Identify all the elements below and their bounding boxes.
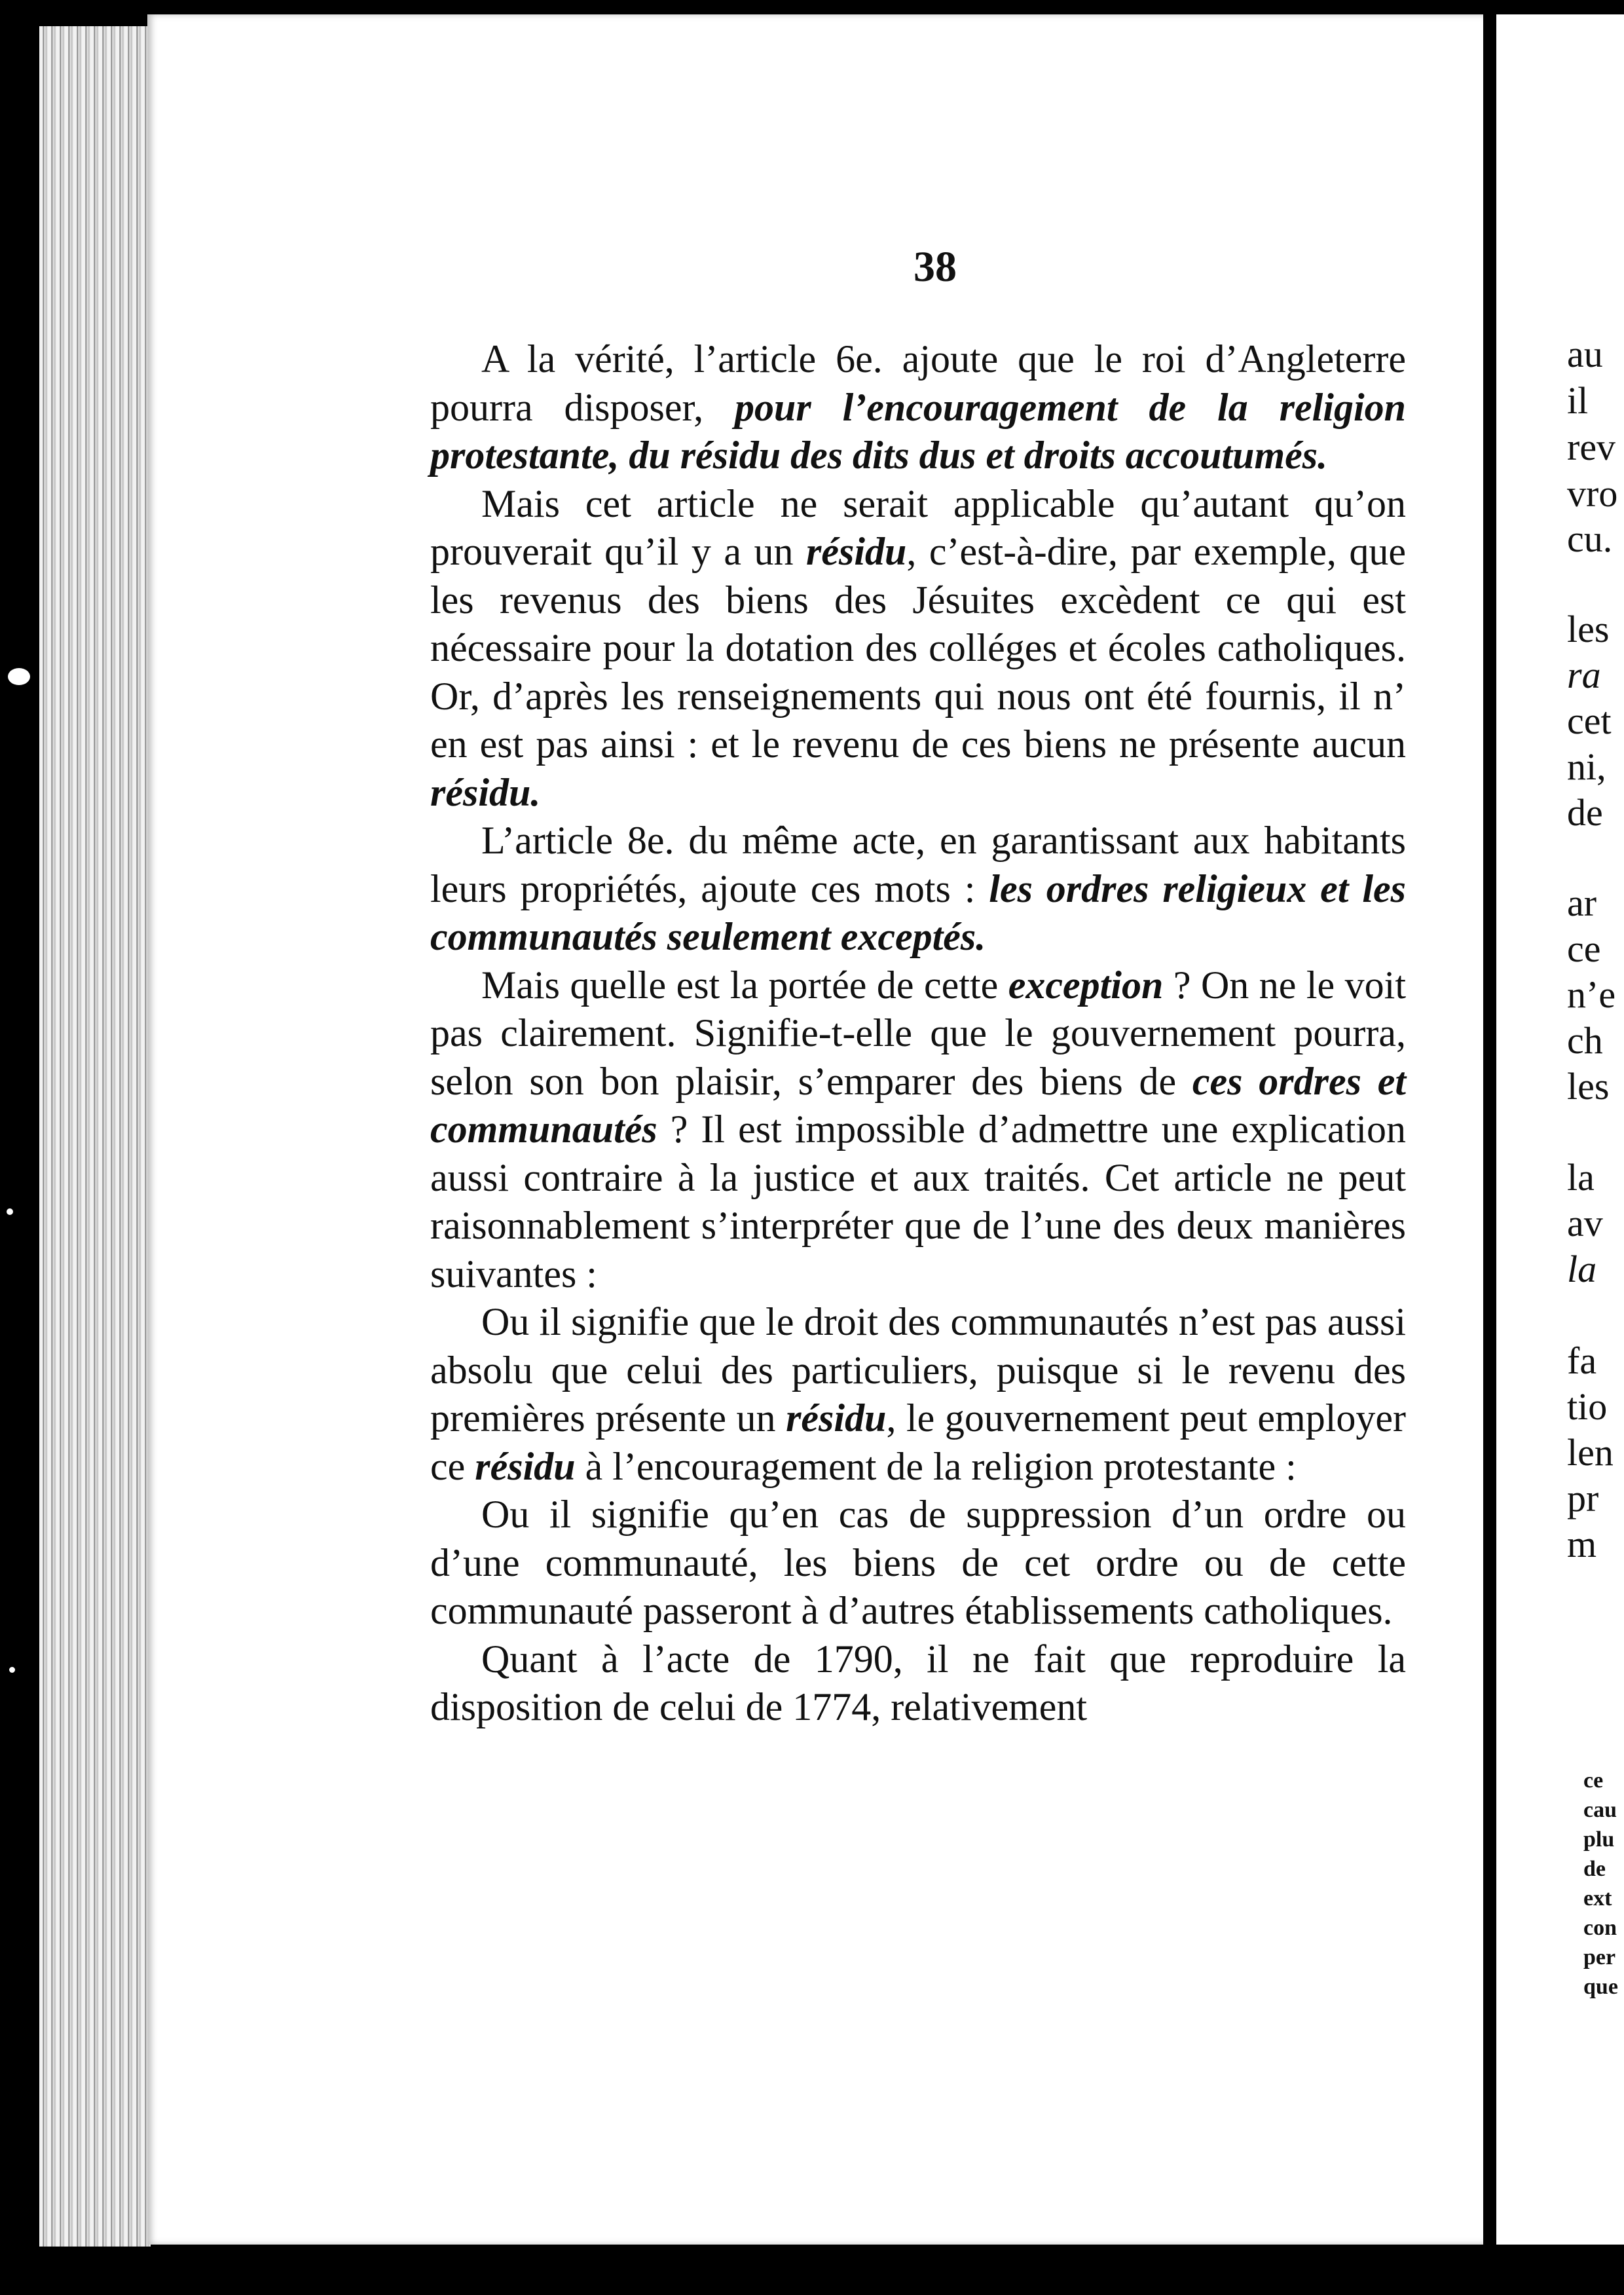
next-page-fragment: tio [1567, 1385, 1608, 1428]
next-page-fragment: pr [1567, 1477, 1599, 1520]
italic-text: exception [1008, 963, 1164, 1007]
text-run: Quant à l’acte de 1790, il ne fait que reproduire la disposition de celui de 1774, relativement [430, 1637, 1406, 1728]
next-page-fragment: ni, [1567, 745, 1606, 788]
next-page-fragment: la [1567, 1248, 1597, 1290]
text-run: , c’est-à-dire, par exemple, que les revenus des biens des Jésuites excèdent ce qui est nécessaire pour la dotation des colléges et écoles catholiques. Or, d’après les renseignements qui nous ont été fournis, il n’ en est pas ainsi : et le revenu de ces biens ne présente aucun [430, 530, 1406, 766]
text-run: A la vérité, l’article 6e. ajoute que le roi d’Angleterre pourra disposer, [430, 337, 1406, 429]
italic-text: résidu [806, 530, 907, 573]
next-page-fragment: de [1567, 791, 1603, 834]
text-run: ? On ne le voit pas clairement. Signifie-t-elle que le gouvernement pourra, selon son bon plaisir, s’emparer des biens de [430, 963, 1407, 1103]
next-page-fragment: len [1567, 1431, 1614, 1474]
next-page-fragment: ra [1567, 654, 1601, 696]
next-page-footnote-fragment: ce [1583, 1768, 1604, 1793]
paragraph [430, 1491, 1406, 1635]
body-text [430, 335, 1406, 1732]
next-page-fragment: les [1567, 1065, 1610, 1108]
next-page-footnote-fragment: plu [1583, 1827, 1615, 1852]
italic-text: résidu [475, 1444, 576, 1488]
page-edges [39, 26, 151, 2247]
italic-text: les ordres religieux et les communautés seulement exceptés. [430, 867, 1406, 958]
text-run: Mais cet article ne serait applicable qu’autant qu’on prouverait qu’il y a un [430, 481, 1406, 573]
next-page-footnote-fragment: ext [1583, 1886, 1612, 1911]
next-page-footnote-fragment: de [1583, 1857, 1606, 1881]
next-page-fragment: ch [1567, 1019, 1603, 1062]
page-number: 38 [913, 243, 957, 291]
text-run: Ou il signifie que le droit des communautés n’est pas aussi absolu que celui des particuliers, puisque si le revenu des premières présente un [430, 1300, 1406, 1440]
speck-2 [7, 1208, 13, 1215]
next-page-fragment: la [1567, 1156, 1595, 1199]
speck-1 [8, 668, 30, 685]
next-page-footnote-fragment: con [1583, 1916, 1617, 1940]
text-run: ? Il est impossible d’admettre une explication aussi contraire à la justice et aux traités. Cet article ne peut raisonnablement s’interpréter que de l’une des deux manières suivantes : [430, 1108, 1406, 1296]
next-page-fragment: au [1567, 333, 1603, 375]
italic-text: résidu. [430, 770, 541, 814]
text-run: Mais quelle est la portée de cette [481, 963, 1008, 1007]
italic-text: résidu [786, 1396, 887, 1440]
paragraph [430, 335, 1406, 480]
paragraph [430, 1298, 1406, 1491]
next-page-fragment: n’e [1567, 973, 1616, 1016]
next-page-fragment: rev [1567, 426, 1616, 468]
paragraph [430, 1635, 1406, 1732]
italic-text: pour l’encouragement de la religion protestante, du résidu des dits dus et droits accoutumés. [430, 385, 1406, 477]
next-page-fragment: av [1567, 1202, 1603, 1244]
text-run: , le gouvernement peut employer ce [430, 1396, 1406, 1488]
next-page-footnote-fragment: que [1583, 1975, 1618, 1999]
next-page-footnote-fragment: cau [1583, 1798, 1617, 1822]
next-page-fragment: fa [1567, 1339, 1597, 1382]
next-page-fragment: cet [1567, 700, 1612, 742]
next-page-fragment: vro [1567, 472, 1618, 515]
next-page-fragment: il [1567, 379, 1589, 422]
next-page-fragment: ce [1567, 927, 1601, 970]
next-page-footnote-fragment: per [1583, 1945, 1616, 1969]
next-page-fragment: les [1567, 608, 1610, 650]
paragraph [430, 961, 1406, 1299]
next-page-fragment: ar [1567, 882, 1597, 924]
text-run: Ou il signifie qu’en cas de suppression d’un ordre ou d’une communauté, les biens de cet ordre ou de cette communauté passeront à d’autres établissements catholiques. [430, 1493, 1406, 1632]
text-run: L’article 8e. du même acte, en garantissant aux habitants leurs propriétés, ajoute ces mots : [430, 819, 1406, 910]
next-page-fragment: cu. [1567, 517, 1613, 560]
paragraph [430, 480, 1406, 817]
paragraph [430, 817, 1406, 961]
text-run: à l’encouragement de la religion protestante : [575, 1444, 1297, 1488]
speck-3 [9, 1667, 15, 1673]
italic-text: ces ordres et communautés [430, 1059, 1406, 1151]
next-page-fragment: m [1567, 1523, 1597, 1565]
